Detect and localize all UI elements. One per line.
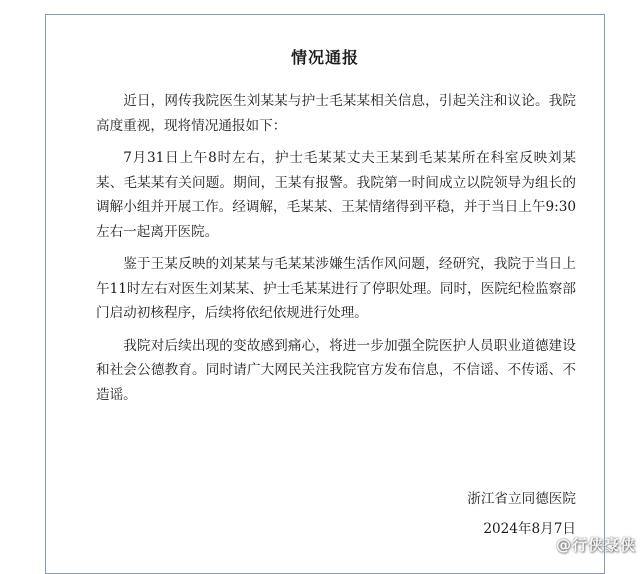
- notice-document: [45, 14, 605, 574]
- watermark: @行侠豪侠: [555, 536, 636, 554]
- issue-date: 2024年8月7日: [483, 521, 576, 537]
- paragraph-suspension: 鉴于王某反映的刘某某与毛某某涉嫌生活作风问题，经研究，我院于当日上午11时左右对医生刘某某、护士毛某某进行了停职处理。同时，医院纪检监察部门启动初核程序，后续将依纪依规进行处理。: [96, 256, 576, 321]
- paragraph-incident: 7月31日上午8时左右，护士毛某某丈夫王某到毛某某所在科室反映刘某某、毛某某有关问题。期间，王某有报警。我院第一时间成立以院领导为组长的调解小组并开展工作。经调解，毛某某、王某情绪得到平稳，并于当日上午9:30左右一起离开医院。: [96, 150, 576, 240]
- paragraph-closing: 我院对后续出现的变故感到痛心，将进一步加强全院医护人员职业道德建设和社会公德教育。同时请广大网民关注我院官方发布信息，不信谣、不传谣、不造谣。: [96, 337, 576, 403]
- issuing-organization: 浙江省立同德医院: [467, 491, 576, 507]
- paragraph-intro: 近日，网传我院医生刘某某与护士毛某某相关信息，引起关注和议论。我院高度重视，现将情况通报如下：: [96, 93, 576, 134]
- document-body: [96, 89, 576, 415]
- document-title: 情况通报: [290, 48, 359, 67]
